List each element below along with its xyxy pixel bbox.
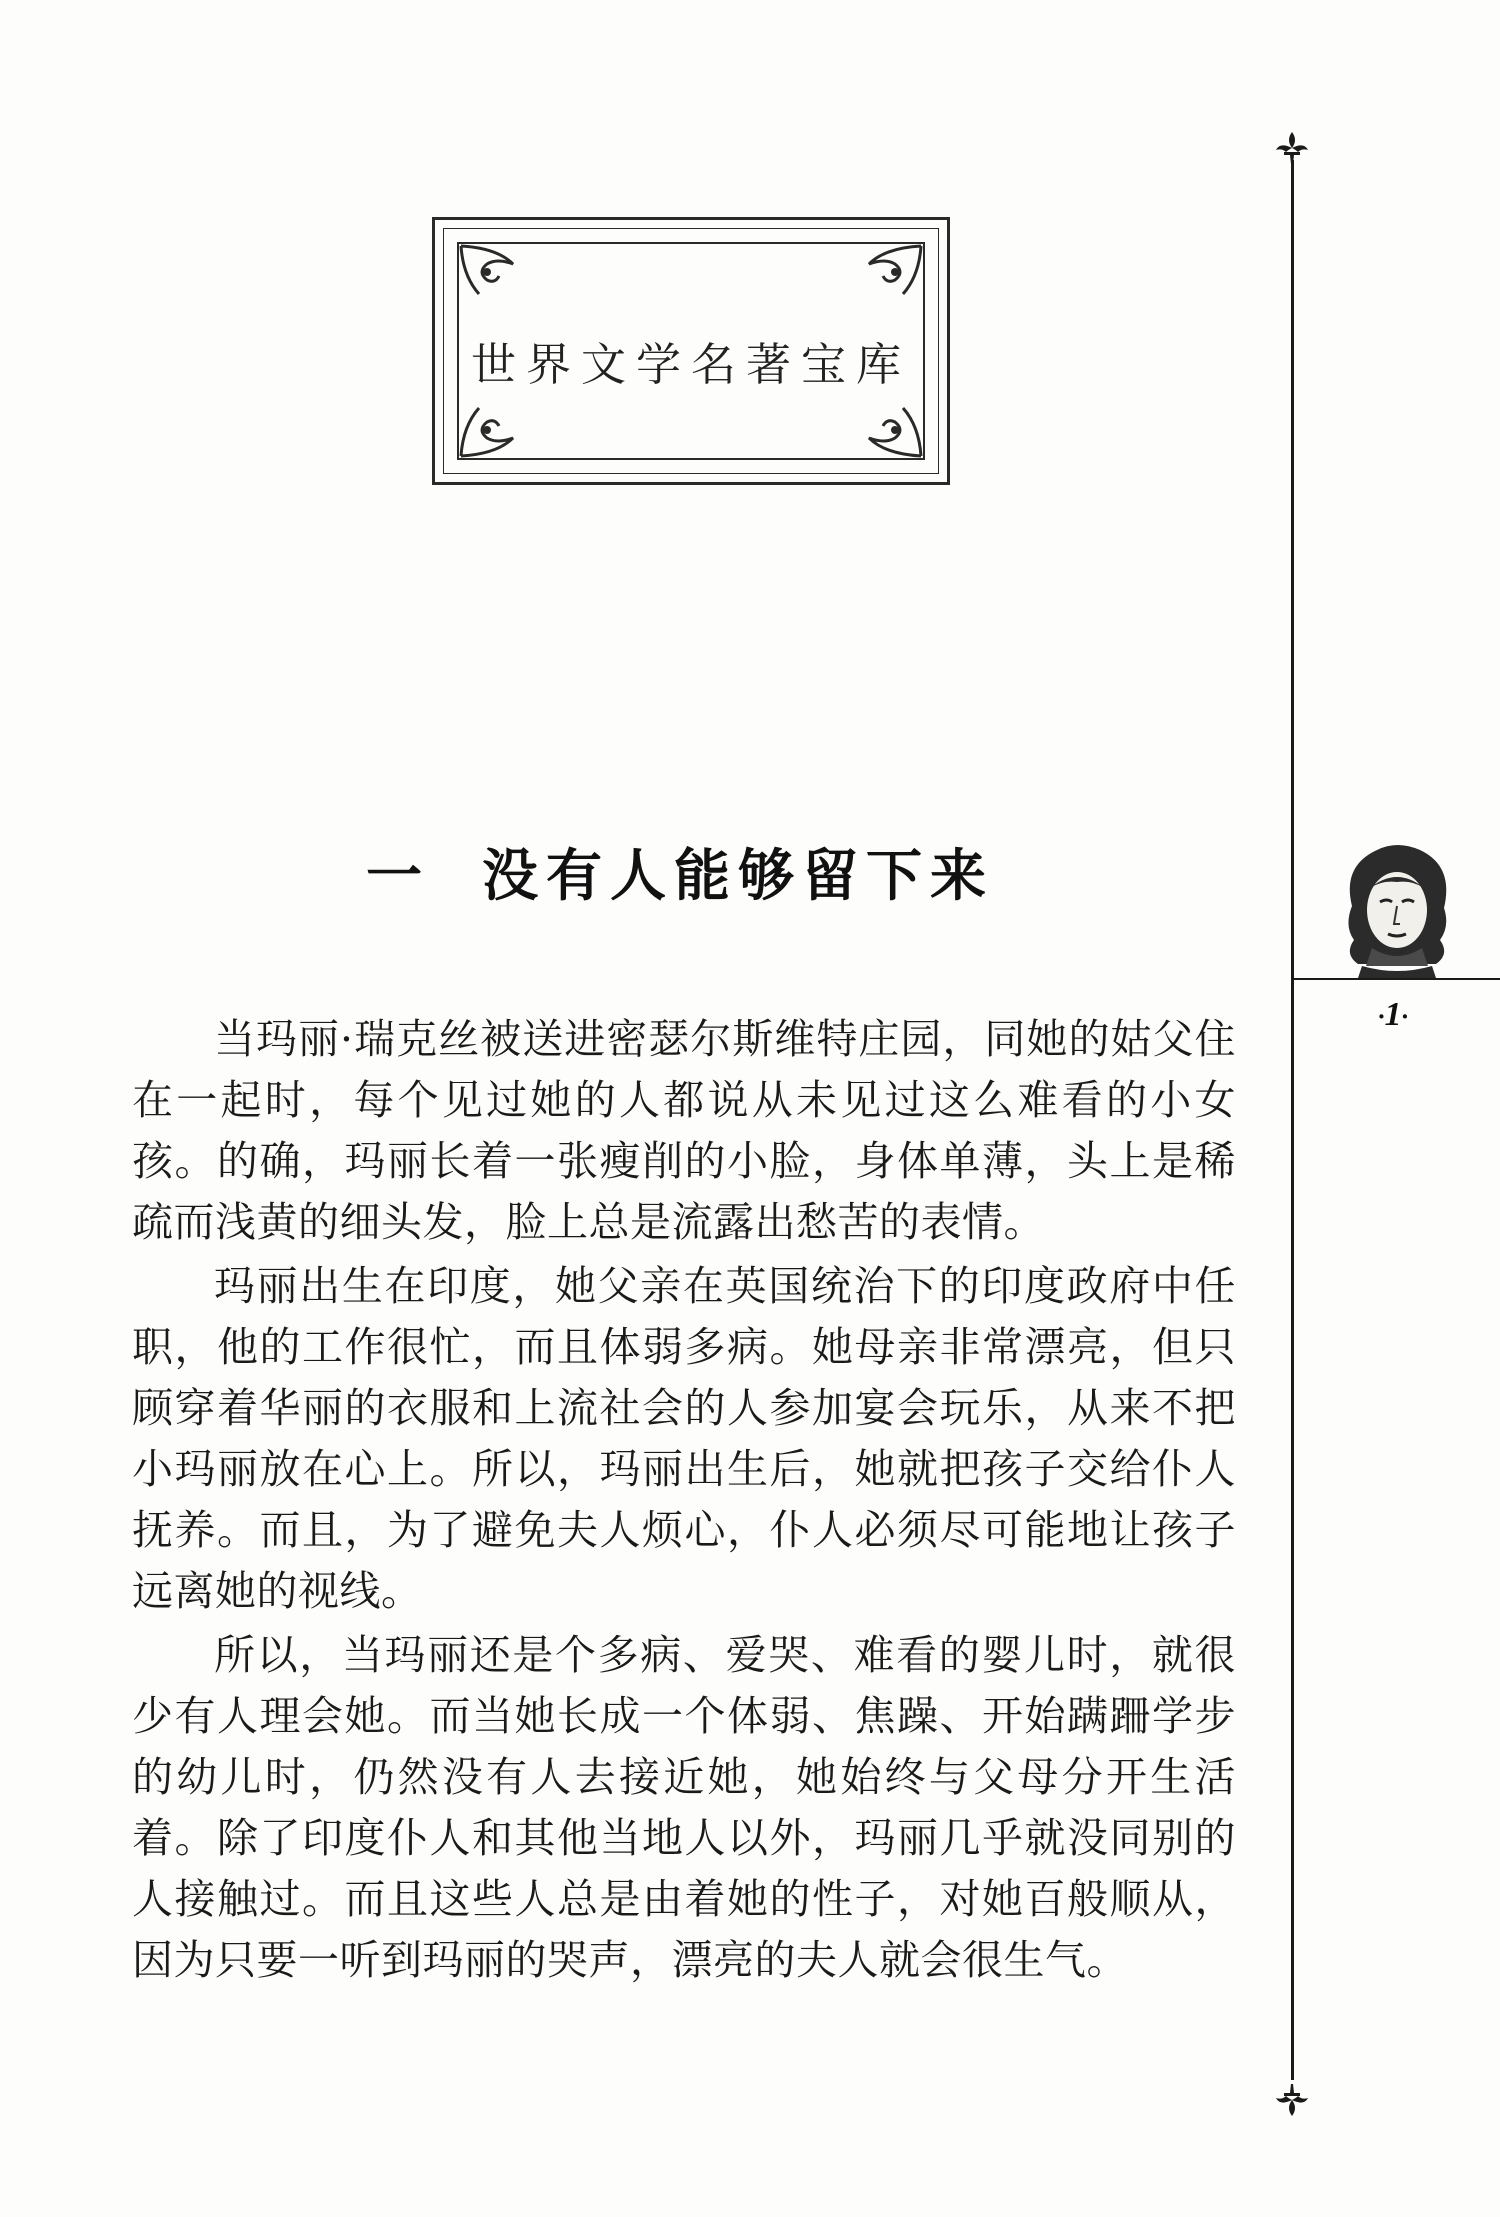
- paragraph: 玛丽出生在印度，她父亲在英国统治下的印度政府中任职，他的工作很忙，而且体弱多病。她母亲非常漂亮，但只顾穿着华丽的衣服和上流社会的人参加宴会玩乐，从来不把小玛丽放在心上。所以，玛丽出生后，她就把孩子交给仆人抚养。而且，为了避免夫人烦心，仆人必须尽可能地让孩子远离她的视线。: [132, 1262, 1236, 1615]
- chapter-heading: [280, 832, 1080, 912]
- chapter-number: 一: [366, 843, 430, 909]
- corner-ornament-icon: [457, 400, 527, 460]
- margin-rule: [1291, 160, 1294, 2080]
- series-title: 世界文学名著宝库: [470, 338, 911, 391]
- page-number-rule: [1291, 978, 1500, 980]
- page-number-value: 1: [1384, 996, 1402, 1033]
- corner-ornament-icon: [855, 242, 925, 302]
- chapter-title: 没有人能够留下来: [482, 843, 994, 909]
- body-text: [132, 1009, 1236, 1991]
- paragraph: 当玛丽·瑞克丝被送进密瑟尔斯维特庄园，同她的姑父住在一起时，每个见过她的人都说从未见过这么难看的小女孩。的确，玛丽长着一张瘦削的小脸，身体单薄，头上是稀疏而浅黄的细头发，脸上总是流露出愁苦的表情。: [132, 1015, 1236, 1246]
- portrait-head-icon: [1332, 836, 1462, 986]
- fleur-de-lis-icon: [1272, 2080, 1312, 2120]
- page-number: ·1·: [1378, 996, 1408, 1033]
- corner-ornament-icon: [457, 242, 527, 302]
- series-title-frame: [432, 217, 950, 485]
- corner-ornament-icon: [855, 400, 925, 460]
- paragraph: 所以，当玛丽还是个多病、爱哭、难看的婴儿时，就很少有人理会她。而当她长成一个体弱、焦躁、开始蹒跚学步的幼儿时，仍然没有人去接近她，她始终与父母分开生活着。除了印度仆人和其他当地人以外，玛丽几乎就没同别的人接触过。而且这些人总是由着她的性子，对她百般顺从，因为只要一听到玛丽的哭声，漂亮的夫人就会很生气。: [132, 1631, 1236, 1984]
